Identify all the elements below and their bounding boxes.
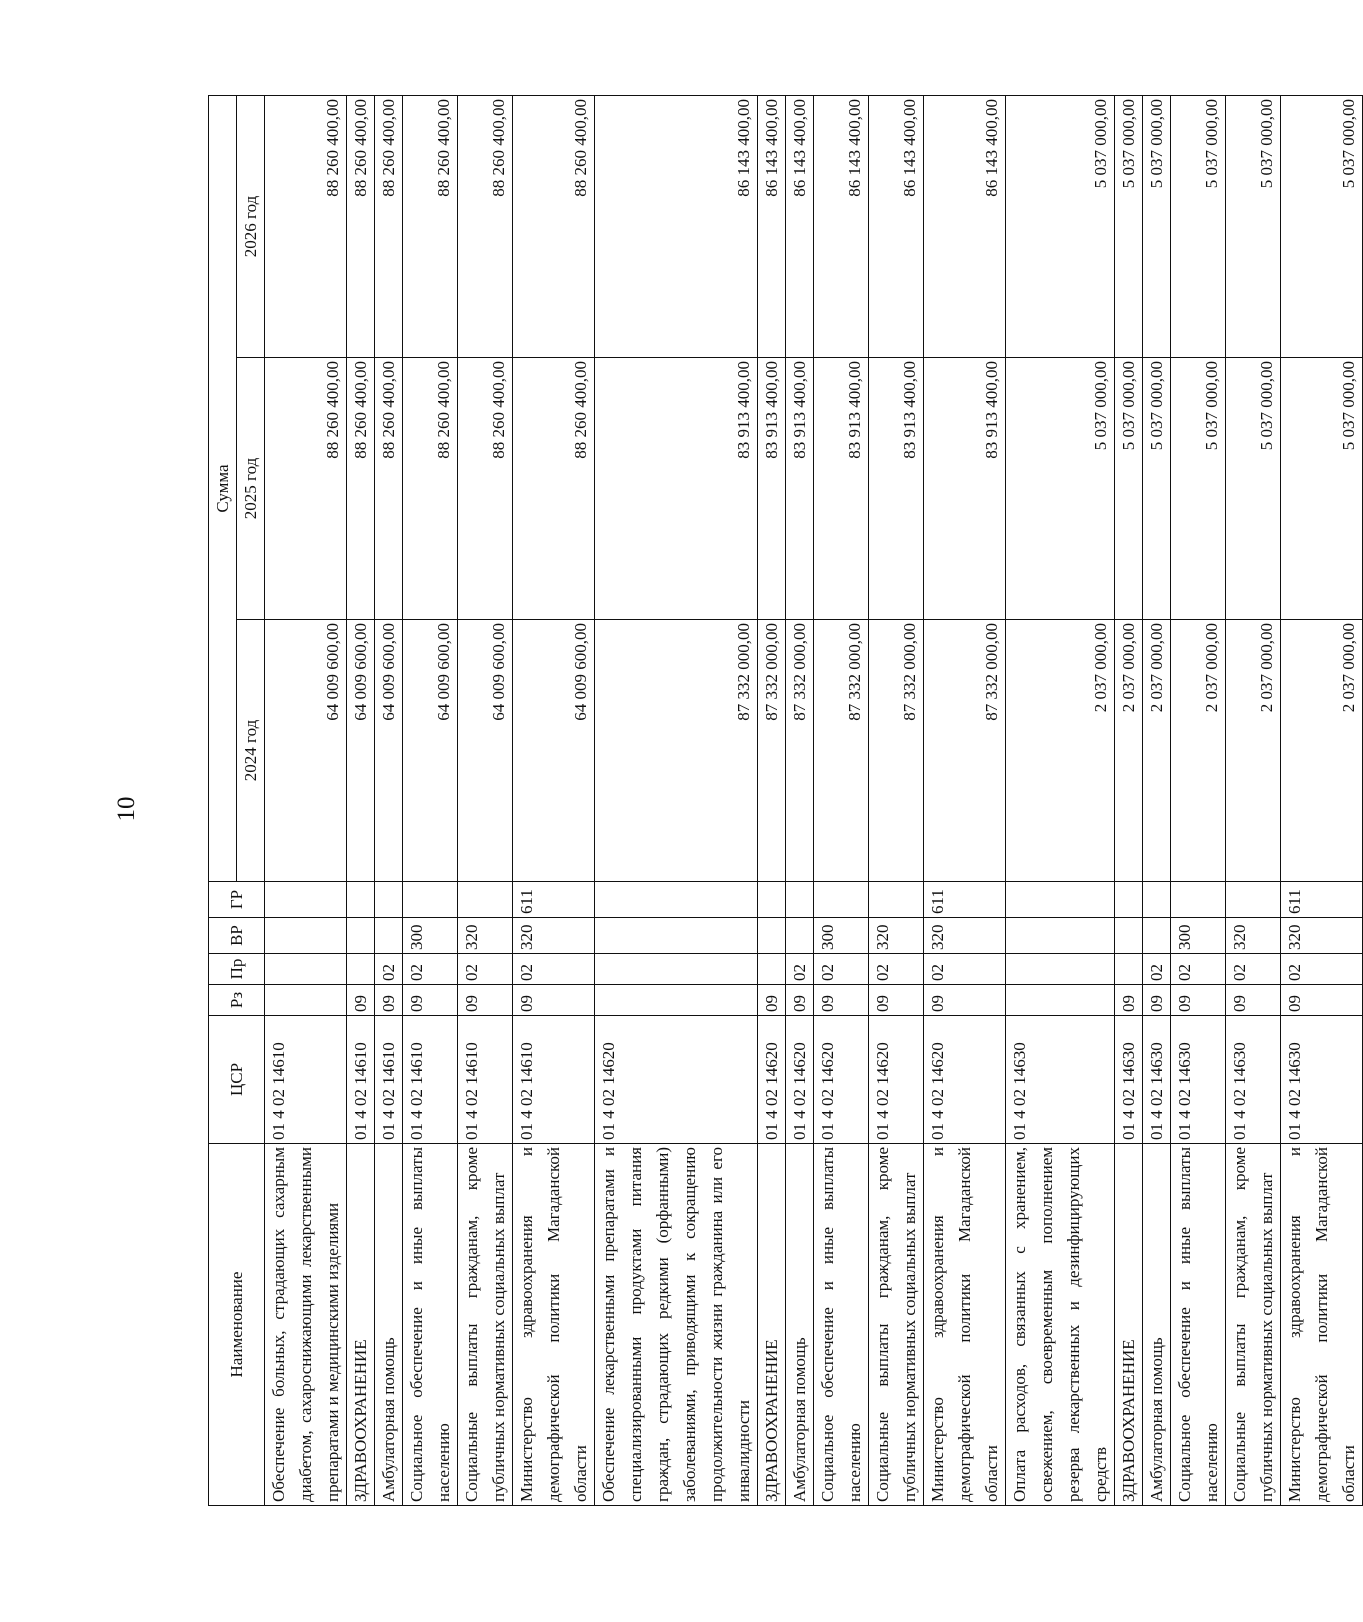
row-gr (1006, 882, 1115, 918)
row-sum-2026: 86 143 400,00 (786, 95, 814, 357)
row-sum-2025: 83 913 400,00 (814, 358, 869, 620)
row-sum-2025: 5 037 000,00 (1226, 358, 1281, 620)
row-sum-2026: 88 260 400,00 (375, 95, 403, 357)
row-pr: 02 (1281, 954, 1363, 985)
row-name: ЗДРАВООХРАНЕНИЕ (1115, 1144, 1143, 1506)
row-rz: 09 (1171, 985, 1226, 1016)
row-sum-2024: 64 009 600,00 (458, 620, 513, 882)
table-row (758, 95, 786, 1505)
row-gr (595, 882, 758, 918)
row-rz: 09 (1226, 985, 1281, 1016)
row-gr (869, 882, 924, 918)
row-sum-2025: 5 037 000,00 (1281, 358, 1363, 620)
row-csr: 01 4 02 14610 (347, 1016, 375, 1144)
row-rz: 09 (1143, 985, 1171, 1016)
row-pr (265, 954, 347, 985)
row-csr: 01 4 02 14610 (265, 1016, 347, 1144)
header-sum: Сумма (209, 95, 237, 881)
row-rz: 09 (758, 985, 786, 1016)
row-name: Социальные выплаты гражданам, кроме публичных нормативных социальных выплат (1226, 1144, 1281, 1506)
row-sum-2024: 87 332 000,00 (786, 620, 814, 882)
row-gr: 611 (924, 882, 1006, 918)
row-rz: 09 (1281, 985, 1363, 1016)
row-vr (1115, 918, 1143, 954)
row-sum-2024: 2 037 000,00 (1006, 620, 1115, 882)
row-vr (786, 918, 814, 954)
row-pr (1115, 954, 1143, 985)
table-row (513, 95, 595, 1505)
row-gr (814, 882, 869, 918)
row-sum-2024: 64 009 600,00 (375, 620, 403, 882)
row-name: Оплата расходов, связанных с хранением, освежением, своевременным пополнением резерва лекарственных и дезинфицирующих средств (1006, 1144, 1115, 1506)
row-vr: 300 (814, 918, 869, 954)
row-vr: 320 (458, 918, 513, 954)
row-gr (1226, 882, 1281, 918)
row-csr: 01 4 02 14630 (1115, 1016, 1143, 1144)
row-sum-2026: 5 037 000,00 (1006, 95, 1115, 357)
header-rz: Рз (209, 985, 265, 1016)
row-rz: 09 (924, 985, 1006, 1016)
row-rz: 09 (375, 985, 403, 1016)
row-vr (375, 918, 403, 954)
row-csr: 01 4 02 14630 (1171, 1016, 1226, 1144)
row-sum-2024: 87 332 000,00 (758, 620, 786, 882)
row-sum-2026: 5 037 000,00 (1143, 95, 1171, 357)
row-name: Социальное обеспечение и иные выплаты населению (1171, 1144, 1226, 1506)
row-csr: 01 4 02 14610 (458, 1016, 513, 1144)
row-gr (758, 882, 786, 918)
row-pr (347, 954, 375, 985)
row-name: Амбулаторная помощь (1143, 1144, 1171, 1506)
table-body (265, 95, 1363, 1505)
budget-table (208, 95, 1363, 1506)
row-csr: 01 4 02 14620 (758, 1016, 786, 1144)
row-pr: 02 (513, 954, 595, 985)
row-vr (1006, 918, 1115, 954)
row-sum-2025: 88 260 400,00 (458, 358, 513, 620)
row-name: Социальные выплаты гражданам, кроме публичных нормативных социальных выплат (869, 1144, 924, 1506)
row-csr: 01 4 02 14620 (924, 1016, 1006, 1144)
row-sum-2026: 5 037 000,00 (1115, 95, 1143, 357)
row-sum-2026: 5 037 000,00 (1226, 95, 1281, 357)
row-vr: 320 (869, 918, 924, 954)
row-pr: 02 (1226, 954, 1281, 985)
row-rz: 09 (513, 985, 595, 1016)
row-pr: 02 (375, 954, 403, 985)
row-gr (786, 882, 814, 918)
row-sum-2024: 87 332 000,00 (924, 620, 1006, 882)
header-gr: ГР (209, 882, 265, 918)
row-sum-2024: 64 009 600,00 (513, 620, 595, 882)
row-sum-2026: 5 037 000,00 (1281, 95, 1363, 357)
row-sum-2025: 88 260 400,00 (403, 358, 458, 620)
row-vr (347, 918, 375, 954)
row-gr (1115, 882, 1143, 918)
row-sum-2025: 88 260 400,00 (375, 358, 403, 620)
row-csr: 01 4 02 14610 (375, 1016, 403, 1144)
table-row (1143, 95, 1171, 1505)
row-sum-2026: 5 037 000,00 (1171, 95, 1226, 357)
row-pr (1006, 954, 1115, 985)
row-gr (347, 882, 375, 918)
row-rz (1006, 985, 1115, 1016)
row-pr (758, 954, 786, 985)
table-row (1281, 95, 1363, 1505)
row-gr (1171, 882, 1226, 918)
header-pr: Пр (209, 954, 265, 985)
row-sum-2025: 83 913 400,00 (758, 358, 786, 620)
row-sum-2024: 64 009 600,00 (265, 620, 347, 882)
table-row (869, 95, 924, 1505)
row-rz (265, 985, 347, 1016)
row-sum-2024: 87 332 000,00 (869, 620, 924, 882)
row-sum-2024: 2 037 000,00 (1281, 620, 1363, 882)
row-sum-2024: 87 332 000,00 (595, 620, 758, 882)
row-csr: 01 4 02 14610 (403, 1016, 458, 1144)
row-vr: 300 (403, 918, 458, 954)
row-name: Социальное обеспечение и иные выплаты населению (403, 1144, 458, 1506)
row-sum-2024: 2 037 000,00 (1143, 620, 1171, 882)
row-sum-2026: 88 260 400,00 (265, 95, 347, 357)
budget-table-wrapper (208, 96, 1358, 1506)
row-sum-2025: 5 037 000,00 (1115, 358, 1143, 620)
row-pr (595, 954, 758, 985)
row-vr (758, 918, 786, 954)
row-sum-2025: 88 260 400,00 (265, 358, 347, 620)
row-sum-2024: 64 009 600,00 (347, 620, 375, 882)
row-name: Социальные выплаты гражданам, кроме публичных нормативных социальных выплат (458, 1144, 513, 1506)
row-csr: 01 4 02 14630 (1226, 1016, 1281, 1144)
row-csr: 01 4 02 14620 (814, 1016, 869, 1144)
header-name: Наименование (209, 1144, 265, 1506)
row-name: Министерство здравоохранения и демографической политики Магаданской области (513, 1144, 595, 1506)
table-row (814, 95, 869, 1505)
row-pr: 02 (786, 954, 814, 985)
row-rz: 09 (458, 985, 513, 1016)
table-row (458, 95, 513, 1505)
row-sum-2026: 86 143 400,00 (924, 95, 1006, 357)
page-number: 10 (113, 796, 140, 822)
row-rz: 09 (347, 985, 375, 1016)
row-sum-2026: 88 260 400,00 (458, 95, 513, 357)
row-pr: 02 (869, 954, 924, 985)
table-row (595, 95, 758, 1505)
table-row (1171, 95, 1226, 1505)
row-gr: 611 (1281, 882, 1363, 918)
row-sum-2024: 64 009 600,00 (403, 620, 458, 882)
row-rz: 09 (814, 985, 869, 1016)
table-row (375, 95, 403, 1505)
row-pr: 02 (1171, 954, 1226, 985)
row-name: Амбулаторная помощь (786, 1144, 814, 1506)
row-sum-2025: 5 037 000,00 (1171, 358, 1226, 620)
row-sum-2025: 83 913 400,00 (595, 358, 758, 620)
row-name: Социальное обеспечение и иные выплаты населению (814, 1144, 869, 1506)
table-row (1006, 95, 1115, 1505)
row-name: Министерство здравоохранения и демографической политики Магаданской области (924, 1144, 1006, 1506)
row-sum-2024: 2 037 000,00 (1115, 620, 1143, 882)
row-sum-2026: 86 143 400,00 (595, 95, 758, 357)
row-sum-2024: 2 037 000,00 (1226, 620, 1281, 882)
row-gr (265, 882, 347, 918)
row-vr (1143, 918, 1171, 954)
header-2024: 2024 год (237, 620, 265, 882)
row-gr: 611 (513, 882, 595, 918)
row-name: ЗДРАВООХРАНЕНИЕ (347, 1144, 375, 1506)
table-row (403, 95, 458, 1505)
row-vr: 320 (1226, 918, 1281, 954)
table-row (786, 95, 814, 1505)
row-sum-2025: 5 037 000,00 (1143, 358, 1171, 620)
row-vr (265, 918, 347, 954)
row-sum-2025: 5 037 000,00 (1006, 358, 1115, 620)
row-vr (595, 918, 758, 954)
row-sum-2025: 83 913 400,00 (924, 358, 1006, 620)
row-sum-2026: 86 143 400,00 (869, 95, 924, 357)
row-sum-2026: 86 143 400,00 (758, 95, 786, 357)
row-pr: 02 (458, 954, 513, 985)
row-pr: 02 (1143, 954, 1171, 985)
row-name: ЗДРАВООХРАНЕНИЕ (758, 1144, 786, 1506)
row-sum-2024: 2 037 000,00 (1171, 620, 1226, 882)
row-csr: 01 4 02 14620 (869, 1016, 924, 1144)
table-row (1226, 95, 1281, 1505)
row-vr: 320 (513, 918, 595, 954)
row-rz: 09 (786, 985, 814, 1016)
row-pr: 02 (403, 954, 458, 985)
row-rz: 09 (403, 985, 458, 1016)
row-rz (595, 985, 758, 1016)
row-sum-2025: 88 260 400,00 (513, 358, 595, 620)
row-sum-2026: 88 260 400,00 (347, 95, 375, 357)
row-rz: 09 (1115, 985, 1143, 1016)
header-vr: ВР (209, 918, 265, 954)
row-rz: 09 (869, 985, 924, 1016)
row-vr: 300 (1171, 918, 1226, 954)
row-gr (375, 882, 403, 918)
row-csr: 01 4 02 14630 (1281, 1016, 1363, 1144)
row-name: Обеспечение больных, страдающих сахарным диабетом, сахароснижающими лекарственными препаратами и медицинскими изделиями (265, 1144, 347, 1506)
row-sum-2024: 87 332 000,00 (814, 620, 869, 882)
row-sum-2025: 88 260 400,00 (347, 358, 375, 620)
row-pr: 02 (924, 954, 1006, 985)
header-2025: 2025 год (237, 358, 265, 620)
table-row (265, 95, 347, 1505)
row-csr: 01 4 02 14610 (513, 1016, 595, 1144)
row-gr (458, 882, 513, 918)
header-csr: ЦСР (209, 1016, 265, 1144)
row-vr: 320 (1281, 918, 1363, 954)
header-row-1 (209, 95, 237, 1505)
row-gr (403, 882, 458, 918)
table-row (924, 95, 1006, 1505)
row-sum-2025: 83 913 400,00 (869, 358, 924, 620)
row-name: Обеспечение лекарственными препаратами и специализированными продуктами питания граждан, страдающих редкими (орфанными) заболеваниями, приводящими к сокращению продолжительности жизни гражданина или его инвалидности (595, 1144, 758, 1506)
table-row (1115, 95, 1143, 1505)
row-csr: 01 4 02 14630 (1006, 1016, 1115, 1144)
row-vr: 320 (924, 918, 1006, 954)
row-csr: 01 4 02 14620 (786, 1016, 814, 1144)
row-pr: 02 (814, 954, 869, 985)
row-gr (1143, 882, 1171, 918)
row-csr: 01 4 02 14620 (595, 1016, 758, 1144)
row-name: Амбулаторная помощь (375, 1144, 403, 1506)
row-csr: 01 4 02 14630 (1143, 1016, 1171, 1144)
table-row (347, 95, 375, 1505)
row-sum-2026: 88 260 400,00 (403, 95, 458, 357)
row-sum-2026: 88 260 400,00 (513, 95, 595, 357)
row-sum-2026: 86 143 400,00 (814, 95, 869, 357)
row-sum-2025: 83 913 400,00 (786, 358, 814, 620)
header-2026: 2026 год (237, 95, 265, 357)
row-name: Министерство здравоохранения и демографической политики Магаданской области (1281, 1144, 1363, 1506)
